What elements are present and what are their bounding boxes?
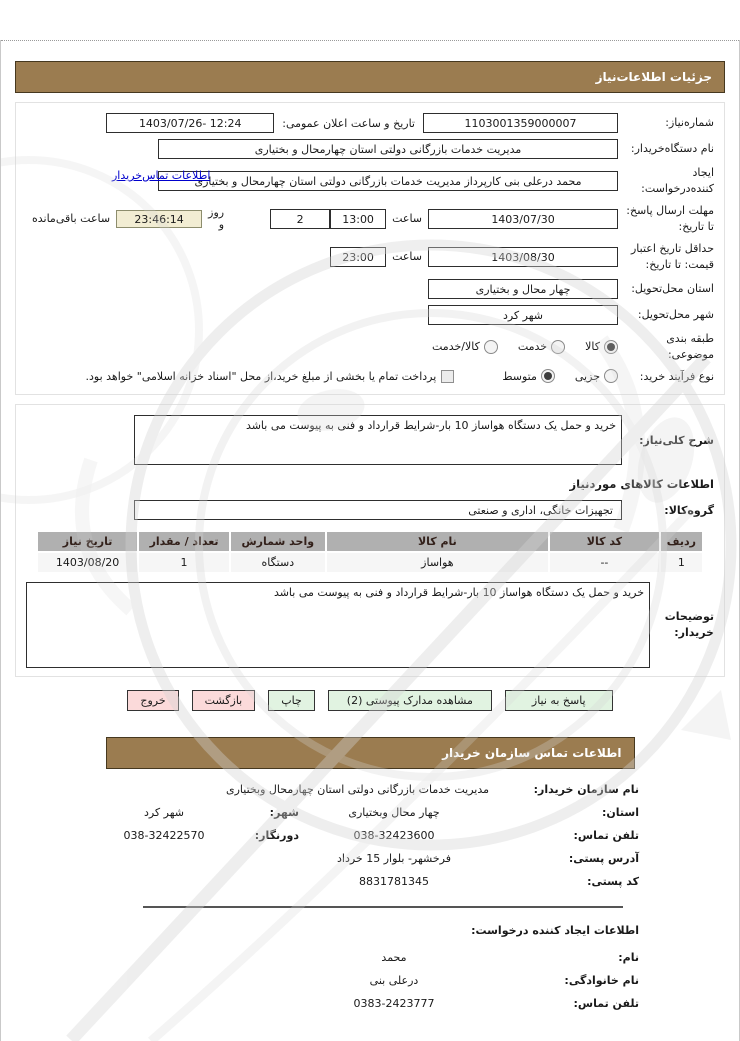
org-name-label: نام سازمان خریدار: [533, 783, 639, 797]
contact-province-value: چهار محال وبختیاری [348, 806, 440, 820]
buyer-contact-title-bar: اطلاعات تماس سازمان خریدار [106, 737, 635, 769]
creator-info-grid [119, 951, 639, 1010]
creator-info-title: اطلاعات ایجاد کننده درخواست: [471, 924, 639, 938]
buyer-device-row [26, 139, 714, 159]
radio-service-label: خدمت [517, 340, 548, 354]
need-desc-label: شرح کلی‌نیاز: [639, 433, 714, 447]
need-number-row [26, 113, 714, 133]
col-needdate-header: تاریخ نیاز [38, 532, 137, 551]
classification-label: طبقه بندی موضوعی: [666, 331, 714, 361]
radio-service[interactable] [551, 340, 565, 354]
goods-group-field[interactable]: تجهیزات خانگی، اداری و صنعتی [134, 500, 622, 520]
goods-table [36, 530, 704, 574]
radio-goods[interactable] [604, 340, 618, 354]
treasury-payment-checkbox[interactable] [441, 370, 454, 383]
price-validity-label: حداقل تاریخ اعتبار قیمت: تا تاریخ: [630, 241, 714, 271]
validity-time-field[interactable]: 23:00 [330, 247, 386, 267]
action-buttons [1, 690, 739, 711]
delivery-city-field[interactable]: شهر کرد [428, 305, 618, 325]
contact-fax-label: دورنگار: [254, 829, 299, 843]
need-number-field[interactable]: 1103001359000007 [423, 113, 618, 133]
need-desc-textarea[interactable]: خرید و حمل یک دستگاه هواساز 10 بار-شرایط قرارداد و فنی به پیوست می باشد [134, 415, 622, 465]
need-number-label: شماره‌نیاز: [665, 116, 714, 130]
process-type-label: نوع فرآیند خرید: [639, 369, 714, 383]
cell-name: هواساز [327, 553, 548, 572]
cell-need-date: 1403/08/20 [38, 553, 137, 572]
radio-minor-label: جزیی [574, 369, 600, 383]
treasury-payment-label: پرداخت تمام یا بخشی از مبلغ خرید،از محل "اسناد خزانه اسلامی" خواهد بود. [85, 369, 437, 383]
col-qty-header: تعداد / مقدار [139, 532, 229, 551]
goods-group-row [26, 500, 714, 520]
need-desc-row [26, 415, 714, 465]
need-details-panel [15, 102, 725, 395]
contact-province-label: استان: [602, 806, 639, 820]
process-type-row [26, 369, 714, 385]
reply-deadline-row [26, 203, 714, 235]
view-attachments-button[interactable]: مشاهده مدارک پیوستی (2) [328, 690, 492, 711]
buyer-notes-row [26, 582, 714, 668]
creator-label: ایجاد کننده‌درخواست: [641, 166, 714, 195]
delivery-province-label: استان محل‌تحویل: [631, 281, 714, 295]
delivery-province-field[interactable]: چهار محال و بختیاری [428, 279, 618, 299]
contact-city-label: شهر: [269, 806, 299, 820]
goods-group-label: گروه‌کالا: [664, 503, 714, 517]
col-row-header: ردیف [661, 532, 702, 551]
reply-hour-label: ساعت [392, 212, 423, 226]
validity-date-field[interactable]: 1403/08/30 [428, 247, 618, 267]
buyer-device-field[interactable]: مدیریت خدمات بازرگانی دولتی استان چهارمحال و بختیاری [158, 139, 618, 159]
cell-row: 1 [661, 553, 702, 572]
countdown-timer: 23:46:14 [116, 210, 202, 228]
table-row [38, 553, 702, 572]
delivery-city-row [26, 305, 714, 325]
cell-qty: 1 [139, 553, 229, 572]
reply-deadline-label: مهلت ارسال پاسخ: تا تاریخ: [626, 203, 714, 233]
respond-button[interactable]: پاسخ به نیاز [505, 690, 613, 711]
buyer-notes-label: توضیحات خریدار: [664, 609, 714, 640]
announce-datetime-field[interactable]: 1403/07/26- 12:24 [106, 113, 274, 133]
radio-goods-service-label: کالا/خدمت [432, 340, 480, 354]
contact-phone-value: 038-32423600 [353, 829, 435, 843]
last-name-label: نام خانوادگی: [564, 974, 639, 988]
last-name-value: درعلی بنی [369, 974, 419, 988]
countdown-label: ساعت باقی‌مانده [31, 212, 111, 226]
top-divider [1, 40, 739, 41]
contact-phone-label: تلفن تماس: [573, 829, 639, 843]
creator-phone-value: 0383-2423777 [353, 997, 435, 1011]
days-word-label: روز و [208, 205, 225, 231]
classification-row [26, 331, 714, 363]
col-unit-header: واحد شمارش [231, 532, 325, 551]
goods-table-header [38, 532, 702, 551]
need-description-panel [15, 404, 725, 677]
cell-unit: دستگاه [231, 553, 325, 572]
creator-phone-label: تلفن تماس: [573, 997, 639, 1011]
buyer-contact-link[interactable]: اطلاعات تماس‌خریدار [112, 169, 211, 182]
delivery-city-label: شهر محل‌تحویل: [637, 307, 714, 321]
delivery-province-row [26, 279, 714, 299]
exit-button[interactable]: خروج [127, 690, 178, 711]
creator-field[interactable]: محمد درعلی بنی کارپرداز مدیریت خدمات بازرگانی دولتی استان چهارمحال و بختیاری [158, 171, 618, 191]
radio-goods-service[interactable] [484, 340, 498, 354]
buyer-device-label: نام دستگاه‌خریدار: [630, 142, 714, 156]
page [0, 40, 740, 1041]
col-code-header: کد کالا [550, 532, 659, 551]
buyer-contact-section [119, 783, 639, 1010]
details-title-bar: جزئیات اطلاعات‌نیاز [15, 61, 725, 93]
contact-city-value: شهر کرد [143, 806, 185, 820]
contact-divider [143, 906, 623, 908]
contact-fax-value: 038-32422570 [123, 829, 205, 843]
reply-date-field[interactable]: 1403/07/30 [428, 209, 618, 229]
buyer-notes-textarea[interactable]: خرید و حمل یک دستگاه هواساز 10 بار-شرایط قرارداد و فنی به پیوست می باشد [26, 582, 650, 668]
price-validity-row [26, 241, 714, 273]
buyer-contact-grid [119, 783, 639, 888]
announce-datetime-label: تاریخ و ساعت اعلان عمومی: [282, 116, 415, 130]
col-name-header: نام کالا [327, 532, 548, 551]
contact-address-label: آدرس پستی: [568, 852, 639, 866]
creator-row [26, 165, 714, 197]
org-name-value: مدیریت خدمات بازرگانی دولتی استان چهارمحال وبختیاری [226, 783, 489, 797]
radio-minor[interactable] [604, 369, 618, 383]
remaining-days-field[interactable]: 2 [270, 209, 330, 229]
radio-medium-label: متوسط [502, 369, 537, 383]
radio-medium[interactable] [541, 369, 555, 383]
contact-address-value: فرخشهر- بلوار 15 خرداد [336, 852, 451, 866]
goods-section-title: اطلاعات کالاهای موردنیاز [569, 477, 714, 492]
first-name-value: محمد [381, 951, 407, 965]
contact-postal-label: کد پستی: [587, 875, 639, 889]
first-name-label: نام: [618, 951, 639, 965]
cell-code: -- [550, 553, 659, 572]
validity-hour-label: ساعت [392, 250, 422, 264]
radio-goods-label: کالا [585, 340, 600, 354]
print-button[interactable]: چاپ [268, 690, 315, 711]
reply-time-field[interactable]: 13:00 [330, 209, 386, 229]
back-button[interactable]: بازگشت [192, 690, 256, 711]
contact-postal-value: 8831781345 [359, 875, 429, 889]
